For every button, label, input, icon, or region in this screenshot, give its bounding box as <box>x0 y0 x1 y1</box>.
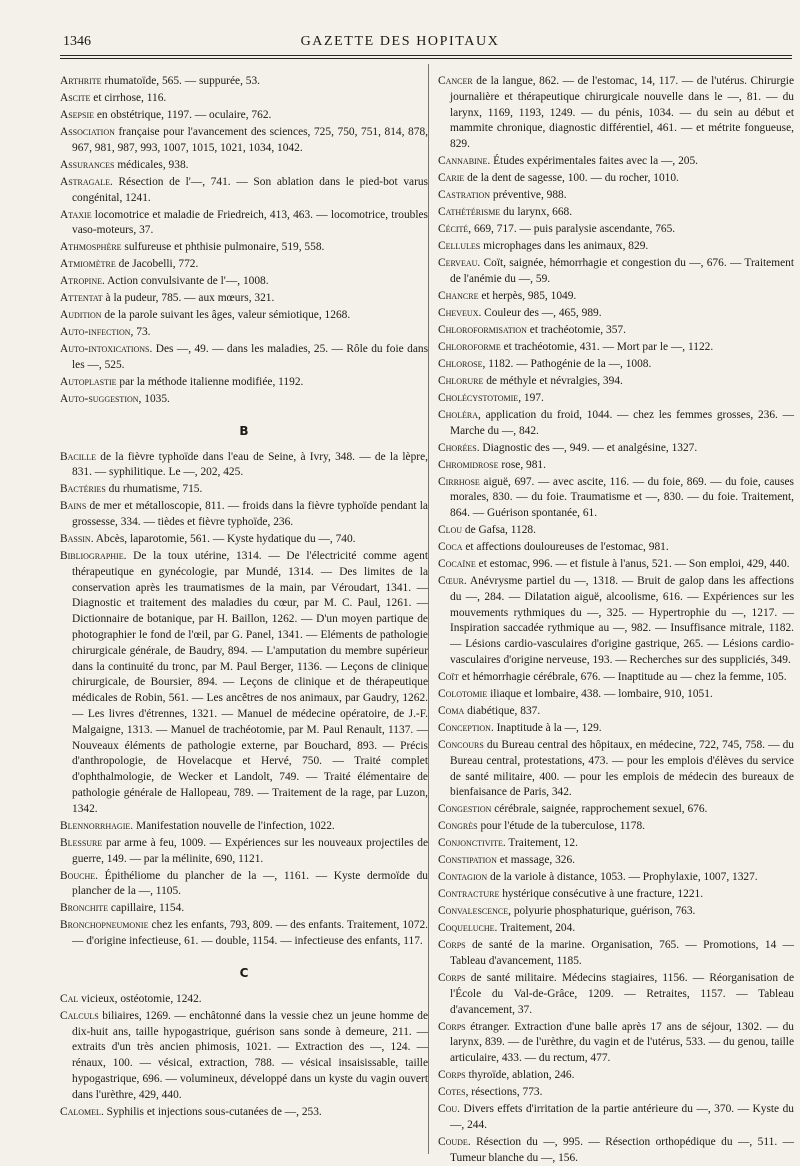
index-references: et trachéotomie, 357. <box>526 323 626 336</box>
index-term: Atmiomètre <box>60 258 116 271</box>
index-entry <box>60 257 428 273</box>
index-references: française pour l'avancement des sciences, 725, 750, 751, 814, 878, 967, 981, 987, 993, 1007, 1015, 1021, 1034, 1042. <box>72 125 428 154</box>
index-term: Blessure <box>60 836 103 849</box>
index-entry <box>438 475 794 522</box>
index-term: Bains <box>60 500 87 513</box>
index-term: Association <box>60 125 115 138</box>
index-term: Chlorure <box>438 374 484 387</box>
index-entry <box>60 549 428 818</box>
index-references: , application du froid, 1044. — chez les femmes grosses, 236. — Marche du —, 842. <box>450 408 794 437</box>
index-term: Cannabine <box>438 155 488 168</box>
index-term: Cancer <box>438 75 473 87</box>
index-entry <box>60 125 428 157</box>
index-term: Cellules <box>438 240 481 253</box>
index-references: de la variole à distance, 1053. — Prophylaxie, 1007, 1327. <box>487 871 758 884</box>
index-entry <box>438 1085 794 1101</box>
index-term: Choléra <box>438 408 479 421</box>
index-term: Calomel <box>60 1105 101 1118</box>
index-references: pour l'étude de la tuberculose, 1178. <box>477 820 645 833</box>
index-term: Chancre <box>438 289 479 302</box>
index-term: Bronchite <box>60 902 109 915</box>
index-term: Ataxie <box>60 208 92 221</box>
index-term: Bouche <box>60 869 96 882</box>
index-term: Corps <box>438 1069 466 1082</box>
column-divider <box>428 64 429 1154</box>
index-entry <box>438 802 794 818</box>
index-references: . Épithéliome du plancher de la —, 1161. — Kyste dermoïde du plancher de la —, 1105. <box>72 869 428 898</box>
index-entry <box>438 574 794 669</box>
index-entry <box>438 441 794 457</box>
index-references: . De la toux utérine, 1314. — De l'électricité comme agent thérapeutique en gynécologie, par Mundé, 1314. — Des limites de la conservation après les traumatismes de la main, par Véroudart, 1341. — Diagnostic et traitement des maladies du cœur, par M. C. Paul, 1261. — Dictionnaire de botanique, par H. Baillon, 1262. — D'un moyen partique de photographier le fond de l'œil, par G. Panel, 1341. — Eléments de pathologie chirurgicale générale, de Baudry, 894. — L'amputation du membre supérieur dans la continuité du tronc, par M. Paul Berger, 1136. — Leçons de clinique chirurgicale, de Boursier, 894. — Leçons de clinique et de thérapeutique médicales de Robin, 561. — Les ancêtres de nos animaux, par Gaudry, 1262. — Les livres d'étrennes, 1321. — Manuel de médecine opératoire, de J.-F. Malgaigne, 1313. — Manuel de trachéotomie, par M. Paul Renault, 1137. — Nouveaux éléments de pathologie externe, par Bouchard, 893. — Précis d'anthropologie, de Hovelacque et Hervé, 750. — Traité complet d'ophthalmologie, de Wecker et Landolt, 749. — Traité élémentaire de pathologie générale de Hallopeau, 789. — Traitement de la rage, par Luzon, 1342. <box>72 550 428 815</box>
header-rule <box>60 55 792 56</box>
index-entry <box>438 836 794 852</box>
index-entry <box>438 870 794 886</box>
index-references: de la dent de sagesse, 100. — du rocher, 1010. <box>464 172 679 185</box>
index-term: Congrès <box>438 820 478 833</box>
index-term: Concours <box>438 738 484 751</box>
index-references: , 1182. — Pathogénie de la —, 1008. <box>482 357 652 370</box>
index-term: Chorées <box>438 441 477 454</box>
index-term: Cécité <box>438 223 469 236</box>
index-references: vicieux, ostéotomie, 1242. <box>78 992 202 1005</box>
index-term: Cerveau <box>438 257 478 270</box>
index-entry <box>438 523 794 539</box>
index-entry <box>60 499 428 531</box>
index-entry <box>438 289 794 305</box>
index-term: Conception <box>438 721 491 734</box>
index-references: et trachéotomie, 431. — Mort par le —, 1122. <box>500 340 714 353</box>
right-column <box>438 74 794 1164</box>
index-term: Chloroforme <box>438 340 501 353</box>
index-term: Cou <box>438 1103 458 1116</box>
left-column <box>60 74 428 1149</box>
index-references: biliaires, 1269. — enchâtonné dans la vessie chez un jeune homme de dix-huit ans, taille hypogastrique, guérison sans sonde à demeure, 211. — extraits d'un très ancien phimosis, 1021. — Extraction des —, 124. — rénaux, 100. — vésical, extraction, 788. — vésical insaisissable, taille hypogastrique, 696. — volumineux, développé dans un kyste du vagin ouvert dans l'urèthre, 429, 440. <box>72 1009 428 1101</box>
index-entry <box>60 482 428 498</box>
index-term: Cholécystotomie <box>438 391 519 404</box>
index-term: Coca <box>438 541 463 554</box>
index-entry <box>60 392 428 408</box>
index-entry <box>438 154 794 170</box>
index-entry <box>60 918 428 950</box>
index-term: Bactéries <box>60 483 106 496</box>
index-entry <box>438 721 794 737</box>
index-entry <box>60 325 428 341</box>
index-entry <box>438 340 794 356</box>
index-term: Coude <box>438 1135 468 1148</box>
index-references: cérébrale, saignée, rapprochement sexuel, 676. <box>491 803 708 816</box>
index-references: de méthyle et névralgies, 394. <box>483 374 623 387</box>
index-references: . Divers effets d'irritation de la partie antérieure du —, 370. — Kyste du —, 244. <box>450 1103 794 1131</box>
page-number: 1346 <box>63 34 91 49</box>
index-entry <box>438 904 794 920</box>
index-term: Cirrhose <box>438 475 480 488</box>
index-entry <box>60 836 428 868</box>
index-entry <box>60 532 428 548</box>
index-term: Cocaïne <box>438 558 476 571</box>
index-entry <box>438 738 794 801</box>
index-term: Asepsie <box>60 108 95 121</box>
index-references: et massage, 326. <box>496 854 576 867</box>
index-entry <box>438 670 794 686</box>
index-entry <box>60 108 428 124</box>
index-term: Cheveux <box>438 306 479 319</box>
index-entry <box>438 1102 794 1134</box>
index-term: Cœur <box>438 575 464 588</box>
index-entry <box>60 342 428 374</box>
index-references: , 669, 717. — puis paralysie ascendante, 765. <box>468 223 676 236</box>
index-references: , 1035. <box>138 392 170 405</box>
index-references: . Coït, saignée, hémorrhagie et congestion du —, 676. — Traitement de l'anémie du —, 59. <box>450 257 794 285</box>
index-references: du rhumatisme, 715. <box>105 483 203 496</box>
index-references: , résections, 773. <box>465 1086 543 1099</box>
index-references: préventive, 988. <box>490 189 567 202</box>
index-term: Chloroformisation <box>438 323 527 336</box>
index-references: étranger. Extraction d'une balle après 17 ans de séjour, 1302. — du larynx, 839. — de l'urèthre, du vagin et de l'utérus, 533. — du genou, taille articulaire, 433. — du rectum, 477. <box>450 1020 794 1065</box>
index-references: sulfureuse et phthisie pulmonaire, 519, 558. <box>121 241 325 254</box>
index-entry <box>60 175 428 207</box>
index-entry <box>438 819 794 835</box>
index-entry <box>60 901 428 917</box>
index-entry <box>60 1009 428 1104</box>
index-term: Constipation <box>438 854 497 867</box>
index-references: rhumatoïde, 565. — suppurée, 53. <box>101 75 261 87</box>
index-term: Chromidrose <box>438 458 499 471</box>
index-references: , 73. <box>130 326 151 339</box>
index-term: Coït <box>438 671 459 683</box>
index-term: Convalescence <box>438 905 509 918</box>
index-references: . Action convulsivante de l'—, 1008. <box>102 275 269 288</box>
index-entry <box>438 171 794 187</box>
index-term: Auto-intoxications <box>60 343 150 356</box>
index-term: Auto-suggestion <box>60 392 139 405</box>
index-references: . Couleur des —, 465, 989. <box>478 306 602 319</box>
index-references: . Études expérimentales faites avec la —, 205. <box>487 155 699 168</box>
index-entry <box>60 208 428 240</box>
index-term: Blennorrhagie <box>60 819 131 832</box>
index-references: aiguë, 697. — avec ascite, 116. — du foie, 869. — du foie, causes morales, 830. — du foie. Traumatisme et —, 830. — du foie. Traitement, 864. — Guérison spontanée, 61. <box>450 475 794 520</box>
index-references: . Résection de l'—, 741. — Son ablation dans le pied-bot varus congénital, 1241. <box>72 175 428 204</box>
index-entry <box>438 971 794 1018</box>
index-entry <box>438 687 794 703</box>
index-references: . Anévrysme partiel du —, 1318. — Bruit de galop dans les affections du —, 284. — Dilatation aiguë, alcoolisme, 616. — Expériences sur les mouvements rythmiques du —, 325. — Hypertrophie du —, 1217. — Inspiration saccadée rythmique au —, 982. — Insuffisance mitrale, 1182. — Lésions cardio-vasculaires d'origine gastrique, 265. — Lésions cardio-vasculaires d'origine nerveuse, 193. — Recherches sur des suppliciés, 349. <box>450 575 794 667</box>
index-entry <box>60 869 428 901</box>
index-references: du Bureau central des hôpitaux, en médecine, 722, 745, 758. — du Bureau central, protestations, 473. — pour les emplois d'élèves du service de santé militaire, 400. — pour les emplois de médecin des bureaux de bienfaisance de Paris, 342. <box>450 738 794 799</box>
index-references: . Syphilis et injections sous-cutanées de —, 253. <box>100 1105 322 1118</box>
index-term: Colotomie <box>438 687 488 700</box>
index-entry <box>438 921 794 937</box>
index-entry <box>60 91 428 107</box>
index-entry <box>60 240 428 256</box>
index-references: . Traitement, 204. <box>494 922 576 935</box>
index-term: Cotes <box>438 1086 466 1099</box>
index-term: Corps <box>438 971 466 984</box>
index-entry <box>60 450 428 482</box>
index-term: Cathétérisme <box>438 206 501 219</box>
index-term: Astragale <box>60 175 111 188</box>
index-entry <box>60 74 428 90</box>
index-references: et estomac, 996. — et fistule à l'anus, 521. — Son emploi, 429, 440. <box>475 558 790 571</box>
index-references: du larynx, 668. <box>500 206 573 219</box>
index-entry <box>60 819 428 835</box>
index-term: Coqueluche <box>438 922 495 935</box>
section-letter: C <box>239 965 249 980</box>
index-entry <box>438 938 794 970</box>
index-entry <box>438 306 794 322</box>
index-term: Attentat <box>60 292 103 305</box>
index-references: et hémorrhagie cérébrale, 676. — Inaptitude au — chez la femme, 105. <box>458 671 787 683</box>
index-entry <box>438 458 794 474</box>
index-entry <box>438 391 794 407</box>
index-references: chez les enfants, 793, 809. — des enfants. Traitement, 1072. — d'origine infectieuse, 61. — double, 1154. — infectieuse des enfants, 117. <box>72 919 428 948</box>
index-term: Clou <box>438 524 463 537</box>
index-entry <box>438 256 794 288</box>
index-references: . Abcès, laparotomie, 561. — Kyste hydatique du —, 740. <box>90 533 356 546</box>
index-references: . Diagnostic des —, 949. — et analgésine, 1327. <box>476 441 698 454</box>
index-entry <box>438 704 794 720</box>
index-entry <box>438 853 794 869</box>
index-references: de la langue, 862. — de l'estomac, 14, 117. — de l'utérus. Chirurgie journalière et thérapeutique chirurgicale nouvelle dans le —, 81. — du larynx, 1169, 1193, 1249. — du pénis, 1034. — du sein au début et mammite chronique, diagnostic différentiel, 461. — et métrite fongueuse, 829. <box>450 75 794 151</box>
section-letter: B <box>239 423 249 438</box>
index-term: Athmosphère <box>60 241 122 254</box>
index-references: par arme à feu, 1009. — Expériences sur les nouveaux projectiles de guerre, 149. — par la mélinite, 690, 1121. <box>72 836 428 865</box>
index-entry <box>438 1020 794 1067</box>
index-entry <box>438 239 794 255</box>
index-term: Calculs <box>60 1009 99 1022</box>
index-term: Carie <box>438 172 465 185</box>
index-references: , polyurie phosphaturique, guérison, 763. <box>508 905 696 918</box>
index-references: iliaque et lombaire, 438. — lombaire, 910, 1051. <box>487 687 713 700</box>
index-entry <box>60 992 428 1008</box>
index-references: de santé militaire. Médecins stagiaires, 1156. — Réorganisation de l'École du Val-de-Grâce, 1209. — Retraites, 1157. — Tableau d'avancement, 37. <box>450 971 794 1016</box>
index-term: Arthrite <box>60 75 102 87</box>
index-references: diabétique, 837. <box>464 704 541 717</box>
index-entry <box>60 308 428 324</box>
index-references: de la parole suivant les âges, valeur sémiotique, 1268. <box>101 309 351 322</box>
index-term: Audition <box>60 309 102 322</box>
index-entry <box>438 540 794 556</box>
index-references: de santé de la marine. Organisation, 765. — Promotions, 14 — Tableau d'avancement, 1185. <box>450 939 794 967</box>
index-term: Contracture <box>438 888 500 901</box>
index-entry <box>438 1135 794 1166</box>
index-references: hystérique consécutive à une fracture, 1221. <box>499 888 704 901</box>
index-entry <box>60 1105 428 1121</box>
index-term: Chlorose <box>438 357 483 370</box>
index-entry <box>438 222 794 238</box>
index-references: . Manifestation nouvelle de l'infection, 1022. <box>130 819 335 832</box>
index-term: Ascite <box>60 91 91 104</box>
index-term: Auto-infection <box>60 326 131 339</box>
index-entry <box>438 188 794 204</box>
index-entry <box>438 1068 794 1084</box>
index-references: médicales, 938. <box>114 158 189 171</box>
index-references: et affections douloureuses de l'estomac, 981. <box>462 541 669 554</box>
index-entry <box>438 323 794 339</box>
index-term: Castration <box>438 189 491 202</box>
page-header <box>0 28 800 50</box>
index-references: rose, 981. <box>498 458 546 471</box>
index-references: de la fièvre typhoïde dans l'eau de Seine, à Ivry, 348. — de la lèpre, 831. — syphilitique. Le —, 202, 425. <box>72 450 428 479</box>
index-entry <box>438 557 794 573</box>
index-entry <box>438 887 794 903</box>
index-term: Bacille <box>60 450 97 463</box>
index-references: à la pudeur, 785. — aux mœurs, 321. <box>102 292 275 305</box>
index-term: Congestion <box>438 803 492 816</box>
index-references: par la méthode italienne modifiée, 1192. <box>116 375 304 388</box>
index-entry <box>438 205 794 221</box>
index-term: Cal <box>60 992 79 1005</box>
index-term: Conjonctivite <box>438 837 503 850</box>
index-term: Atropine <box>60 275 103 288</box>
index-references: de Gafsa, 1128. <box>462 524 536 537</box>
index-references: . Résection du —, 995. — Résection orthopédique du —, 511. — Tumeur blanche du —, 156. <box>450 1135 794 1164</box>
index-term: Bassin <box>60 533 91 546</box>
journal-title: GAZETTE DES HOPITAUX <box>300 34 500 49</box>
index-entry <box>60 375 428 391</box>
index-references: . Des —, 49. — dans les maladies, 25. — Rôle du foie dans les —, 525. <box>72 343 428 371</box>
index-term: Bibliographie <box>60 550 124 563</box>
index-entry <box>60 291 428 307</box>
index-references: thyroïde, ablation, 246. <box>465 1069 575 1082</box>
index-references: , 197. <box>518 391 544 404</box>
index-term: Bronchopneumonie <box>60 919 149 932</box>
index-references: en obstétrique, 1197. — oculaire, 762. <box>94 108 272 121</box>
index-entry <box>60 274 428 290</box>
index-term: Assurances <box>60 158 115 171</box>
index-term: Contagion <box>438 871 488 884</box>
index-references: et herpès, 985, 1049. <box>478 289 577 302</box>
index-references: de Jacobelli, 772. <box>115 258 199 271</box>
index-entry <box>438 408 794 440</box>
index-entry <box>60 158 428 174</box>
index-references: . Inaptitude à la —, 129. <box>490 721 602 734</box>
index-term: Autoplastie <box>60 375 117 388</box>
index-entry <box>438 374 794 390</box>
index-references: . Traitement, 12. <box>502 837 578 850</box>
index-references: microphages dans les animaux, 829. <box>480 240 649 253</box>
index-references: de mer et métalloscopie, 811. — froids dans la fièvre typhoïde pendant la grossesse, 334. — tièdes et fièvre typhoïde, 236. <box>72 500 428 529</box>
index-term: Corps <box>438 1020 466 1033</box>
index-entry <box>438 74 794 153</box>
index-references: locomotrice et maladie de Friedreich, 413, 463. — locomotrice, troubles vaso-moteurs, 37. <box>72 208 428 237</box>
index-entry <box>438 357 794 373</box>
index-term: Coma <box>438 704 465 717</box>
header-rule-double <box>60 58 792 59</box>
index-term: Corps <box>438 939 466 952</box>
index-references: et cirrhose, 116. <box>90 91 167 104</box>
index-references: capillaire, 1154. <box>108 902 185 915</box>
